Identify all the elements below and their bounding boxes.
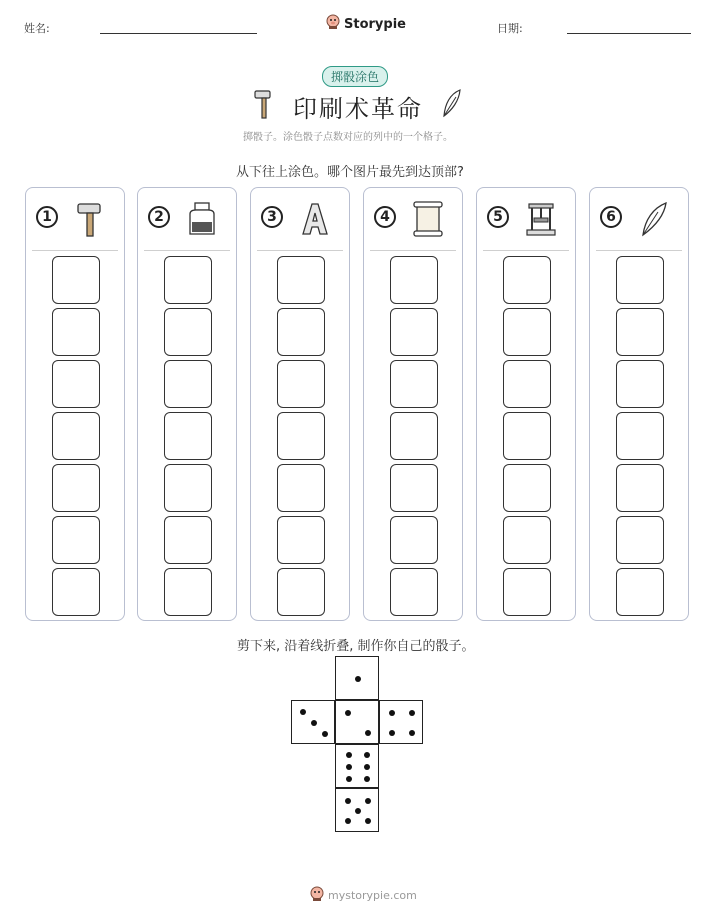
color-cell[interactable]: [164, 360, 212, 408]
brand-logo: [326, 14, 406, 34]
page-title: 印刷术革命: [293, 95, 423, 123]
color-cell[interactable]: [390, 516, 438, 564]
column-6: [589, 187, 689, 621]
color-cell[interactable]: [52, 516, 100, 564]
letter-a-icon: [297, 200, 333, 238]
die-pip: [365, 818, 371, 824]
column-divider: [32, 250, 118, 251]
color-cell[interactable]: [390, 256, 438, 304]
column-4: [363, 187, 463, 621]
footer-url[interactable]: mystorypie.com: [328, 889, 417, 902]
color-cell[interactable]: [277, 464, 325, 512]
color-cell[interactable]: [503, 568, 551, 616]
column-divider: [596, 250, 682, 251]
color-cell[interactable]: [52, 308, 100, 356]
brand-name: Storypie: [344, 16, 406, 32]
color-cell[interactable]: [277, 568, 325, 616]
color-cell[interactable]: [616, 464, 664, 512]
color-cell[interactable]: [164, 568, 212, 616]
die-pip: [364, 752, 370, 758]
die-face: [379, 700, 423, 744]
color-cell[interactable]: [503, 464, 551, 512]
color-cell[interactable]: [616, 308, 664, 356]
column-divider: [483, 250, 569, 251]
color-cell[interactable]: [390, 308, 438, 356]
die-pip: [355, 808, 361, 814]
die-pip: [365, 798, 371, 804]
color-cell[interactable]: [616, 516, 664, 564]
die-pip: [322, 731, 328, 737]
column-divider: [257, 250, 343, 251]
die-pip: [300, 709, 306, 715]
color-cell[interactable]: [164, 412, 212, 460]
die-face: [335, 744, 379, 788]
color-cell[interactable]: [616, 412, 664, 460]
activity-badge: 掷骰涂色: [322, 66, 388, 87]
color-cell[interactable]: [390, 568, 438, 616]
color-cell[interactable]: [52, 464, 100, 512]
die-pip: [346, 776, 352, 782]
die-pip: [409, 710, 415, 716]
column-number: 3: [261, 206, 283, 228]
printing-press-icon: [523, 200, 559, 238]
die-face: [335, 788, 379, 832]
instruction-bottom: 剪下来, 沿着线折叠, 制作你自己的骰子。: [237, 639, 475, 654]
color-cell[interactable]: [616, 568, 664, 616]
hammer-icon: [252, 88, 276, 120]
die-pip: [345, 818, 351, 824]
column-1: [25, 187, 125, 621]
color-cell[interactable]: [616, 256, 664, 304]
color-cell[interactable]: [390, 360, 438, 408]
color-cell[interactable]: [52, 256, 100, 304]
color-cell[interactable]: [277, 308, 325, 356]
color-cell[interactable]: [164, 516, 212, 564]
die-pip: [365, 730, 371, 736]
die-pip: [409, 730, 415, 736]
die-pip: [389, 730, 395, 736]
date-label: 日期:: [497, 22, 523, 35]
column-2: [137, 187, 237, 621]
color-cell[interactable]: [164, 256, 212, 304]
die-pip: [355, 676, 361, 682]
color-cell[interactable]: [277, 412, 325, 460]
name-line[interactable]: [100, 33, 257, 34]
die-face: [335, 700, 379, 744]
color-cell[interactable]: [503, 360, 551, 408]
die-pip: [346, 764, 352, 770]
pig-mascot-icon: [310, 886, 324, 905]
color-cell[interactable]: [503, 412, 551, 460]
color-cell[interactable]: [52, 568, 100, 616]
name-label: 姓名:: [24, 22, 50, 35]
column-3: [250, 187, 350, 621]
die-pip: [389, 710, 395, 716]
column-number: 6: [600, 206, 622, 228]
scroll-icon: [410, 200, 446, 238]
die-pip: [311, 720, 317, 726]
die-pip: [345, 798, 351, 804]
color-cell[interactable]: [164, 308, 212, 356]
column-5: [476, 187, 576, 621]
die-face: [291, 700, 335, 744]
column-number: 5: [487, 206, 509, 228]
die-pip: [364, 776, 370, 782]
color-cell[interactable]: [277, 360, 325, 408]
column-number: 1: [36, 206, 58, 228]
pig-mascot-icon: [326, 14, 340, 34]
color-cell[interactable]: [503, 256, 551, 304]
color-cell[interactable]: [52, 360, 100, 408]
hammer-icon: [72, 200, 108, 238]
color-cell[interactable]: [277, 256, 325, 304]
column-number: 2: [148, 206, 170, 228]
date-line[interactable]: [567, 33, 691, 34]
column-number: 4: [374, 206, 396, 228]
subtitle: 掷骰子。涂色骰子点数对应的列中的一个格子。: [243, 132, 453, 143]
footer: [310, 886, 417, 905]
die-face: [335, 656, 379, 700]
die-pip: [364, 764, 370, 770]
color-cell[interactable]: [616, 360, 664, 408]
quill-icon: [636, 200, 672, 238]
color-cell[interactable]: [277, 516, 325, 564]
color-cell[interactable]: [503, 516, 551, 564]
column-divider: [144, 250, 230, 251]
column-divider: [370, 250, 456, 251]
color-cell[interactable]: [390, 412, 438, 460]
ink-bottle-icon: [184, 200, 220, 238]
color-cell[interactable]: [52, 412, 100, 460]
color-cell[interactable]: [164, 464, 212, 512]
instruction-top: 从下往上涂色。哪个图片最先到达顶部?: [236, 165, 464, 180]
die-pip: [346, 752, 352, 758]
quill-icon: [440, 88, 464, 120]
die-pip: [345, 710, 351, 716]
color-cell[interactable]: [503, 308, 551, 356]
color-cell[interactable]: [390, 464, 438, 512]
